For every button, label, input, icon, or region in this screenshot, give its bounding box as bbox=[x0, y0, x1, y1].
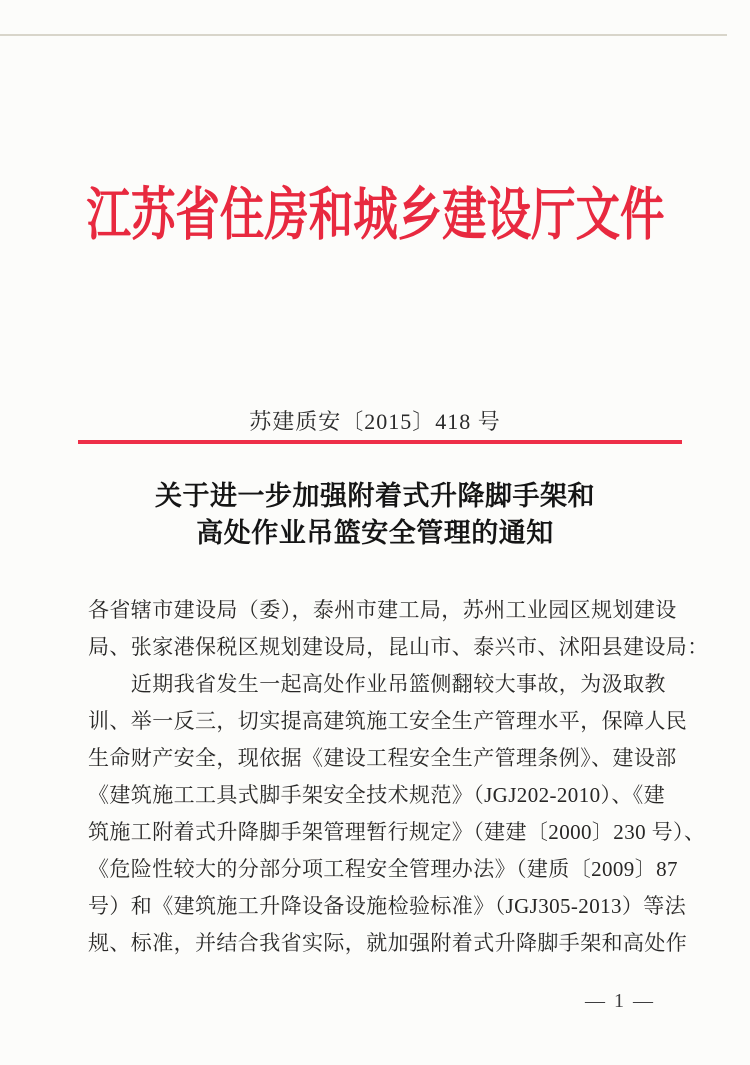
letterhead-text: 江苏省住房和城乡建设厅文件 bbox=[86, 184, 664, 247]
body-line: 《危险性较大的分部分项工程安全管理办法》（建质〔2009〕87 bbox=[88, 857, 678, 881]
red-divider-rule bbox=[78, 440, 682, 444]
body-line: 规、标准，并结合我省实际，就加强附着式升降脚手架和高处作 bbox=[88, 931, 688, 955]
body-line: 局、张家港保税区规划建设局，昆山市、泰兴市、沭阳县建设局： bbox=[88, 635, 709, 659]
document-body bbox=[88, 592, 709, 962]
document-number: 苏建质安〔2015〕418 号 bbox=[249, 409, 501, 434]
body-line: 筑施工附着式升降脚手架管理暂行规定》（建建〔2000〕230 号）、 bbox=[88, 820, 706, 844]
body-line: 近期我省发生一起高处作业吊篮侧翻较大事故，为汲取教 bbox=[88, 672, 666, 696]
body-line: 生命财产安全，现依据《建设工程安全生产管理条例》、建设部 bbox=[88, 746, 677, 770]
body-line: 训、举一反三，切实提高建筑施工安全生产管理水平，保障人民 bbox=[88, 709, 688, 733]
red-letterhead-title bbox=[0, 180, 750, 252]
document-title-line-2: 高处作业吊篮安全管理的通知 bbox=[196, 518, 554, 548]
scan-edge-line bbox=[0, 34, 727, 36]
document-title bbox=[0, 478, 750, 552]
body-line: 《建筑施工工具式脚手架安全技术规范》（JGJ202-2010）、《建 bbox=[88, 783, 666, 807]
page-number: — 1 — bbox=[585, 990, 655, 1012]
body-line: 各省辖市建设局（委），泰州市建工局，苏州工业园区规划建设 bbox=[88, 598, 677, 622]
body-line: 号）和《建筑施工升降设备设施检验标准》（JGJ305-2013）等法 bbox=[88, 894, 687, 918]
document-title-line-1: 关于进一步加强附着式升降脚手架和 bbox=[155, 481, 595, 511]
